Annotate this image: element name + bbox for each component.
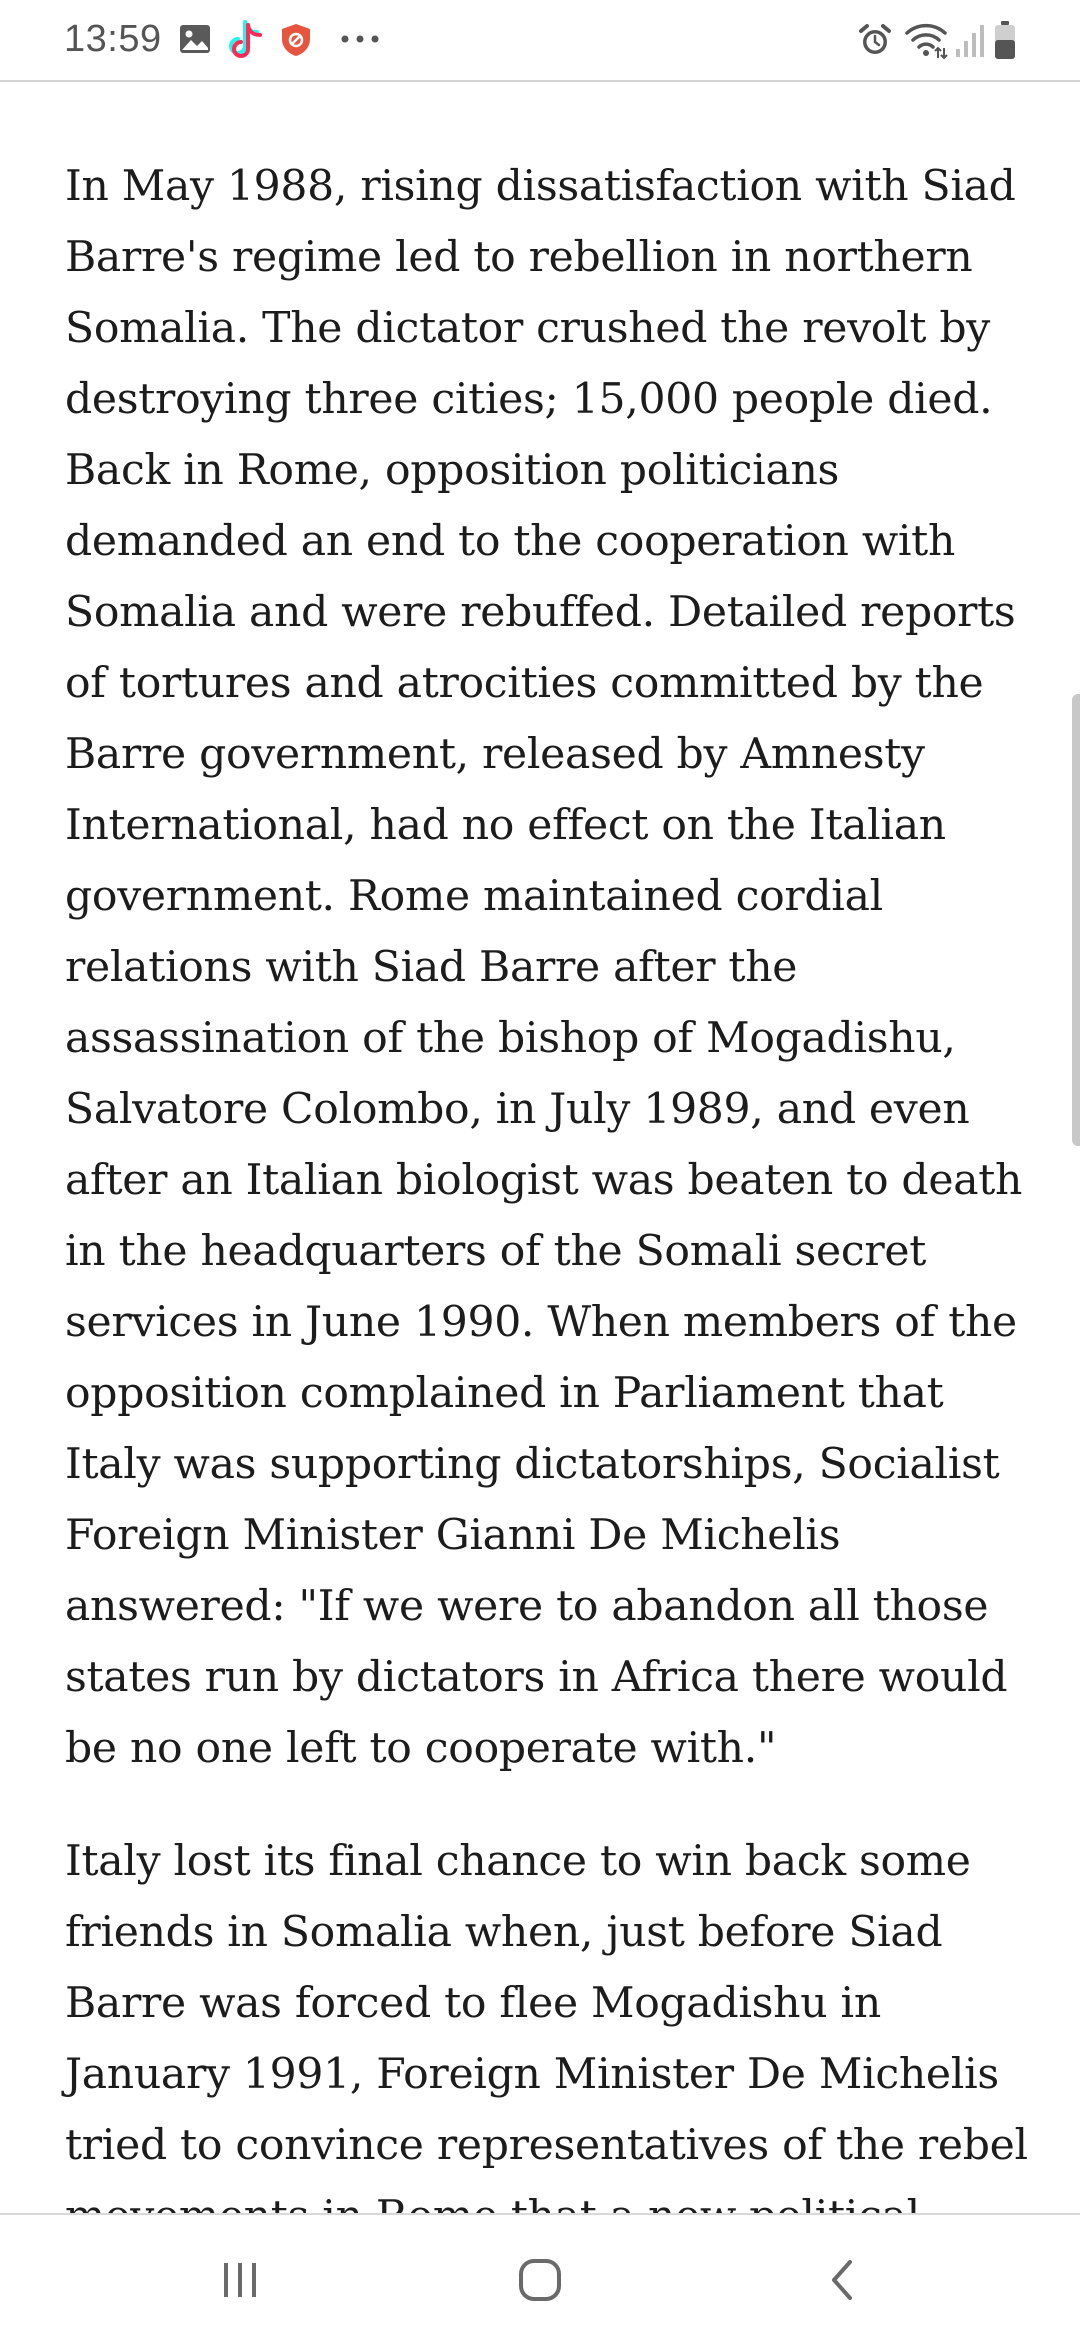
- more-dots-icon: [340, 34, 380, 74]
- home-button[interactable]: [500, 2245, 580, 2315]
- navigation-bar: [0, 2213, 1080, 2340]
- shield-icon: [279, 22, 313, 62]
- recent-apps-button[interactable]: [200, 2245, 280, 2315]
- alarm-icon: [857, 22, 893, 62]
- wifi-icon: [904, 20, 948, 60]
- status-time: 13:59: [64, 18, 162, 60]
- signal-icon: [955, 22, 987, 62]
- article-content: [65, 84, 1045, 2212]
- article-paragraph: In May 1988, rising dissatisfaction with Siad Barre's regime led to rebellion in northern Somalia. The dictator crushed the revolt by destroying three cities; 15,000 people died. Back in Rome, opposition politicians demanded an end to the cooperation with Somalia and were rebuffed. Detailed reports of tortures and atrocities committed by the Barre government, released by Amnesty International, had no effect on the Italian government. Rome maintained cordial relations with Siad Barre after the assassination of the bishop of Mogadishu, Salvatore Colombo, in July 1989, and even after an Italian biologist was beaten to death in the headquarters of the Somali secret services in June 1990. When members of the opposition complained in Parliament that Italy was supporting dictatorships, Socialist Foreign Minister Gianni De Michelis answered: "If we were to abandon all those states run by dictators in Africa there would be no one left to cooperate with.": [65, 162, 1023, 1773]
- article-paragraph: Italy lost its final chance to win back some friends in Somalia when, just before Siad Barre was forced to flee Mogadishu in January 1991, Foreign Minister De Michelis tried to convince representatives of the rebel: [65, 1837, 1028, 2170]
- back-icon: [820, 2256, 864, 2304]
- tiktok-icon: [227, 18, 265, 58]
- scrollbar-thumb[interactable]: [1072, 694, 1080, 1146]
- battery-icon: [994, 20, 1016, 60]
- status-bar: [0, 0, 1080, 82]
- recent-apps-icon: [218, 2258, 262, 2302]
- home-icon: [516, 2256, 564, 2304]
- back-button[interactable]: [802, 2245, 882, 2315]
- gallery-icon: [178, 22, 212, 62]
